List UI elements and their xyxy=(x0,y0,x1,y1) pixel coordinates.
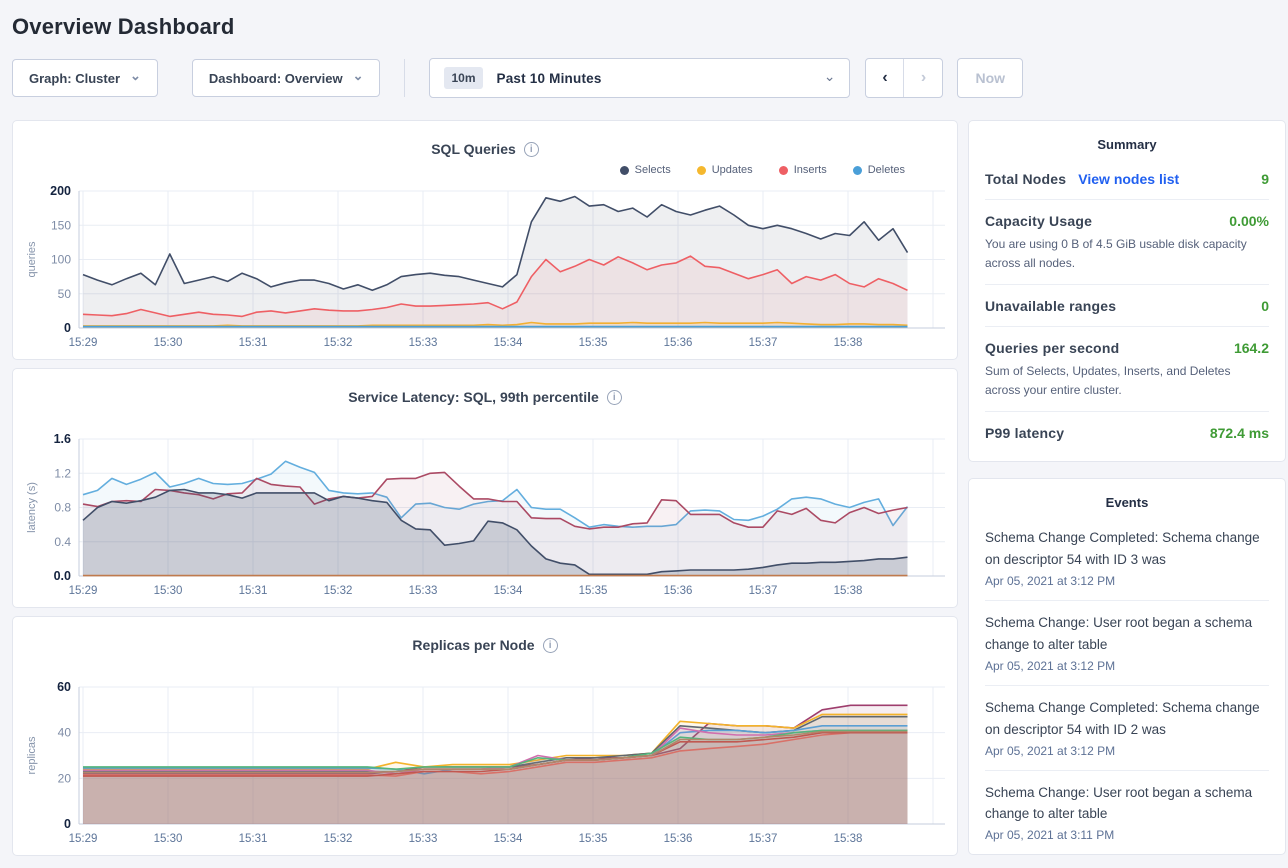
legend-label: Selects xyxy=(634,164,671,176)
summary-row xyxy=(985,158,1269,200)
svg-text:replicas: replicas xyxy=(26,736,38,775)
svg-text:0: 0 xyxy=(64,817,71,831)
event-item[interactable] xyxy=(985,601,1269,686)
event-item[interactable] xyxy=(985,516,1269,601)
svg-text:15:31: 15:31 xyxy=(238,833,268,845)
charts-column xyxy=(12,120,958,864)
svg-text:15:32: 15:32 xyxy=(323,833,353,845)
svg-text:15:31: 15:31 xyxy=(238,337,268,349)
event-text: Schema Change: User root began a schema change to alter table xyxy=(985,784,1253,822)
chart-legend xyxy=(13,655,957,677)
summary-card xyxy=(968,120,1286,462)
chart-title: SQL Queries xyxy=(431,141,516,157)
svg-text:40: 40 xyxy=(57,725,71,740)
summary-row xyxy=(985,200,1269,285)
svg-text:15:32: 15:32 xyxy=(323,337,353,349)
summary-label: Unavailable ranges xyxy=(985,298,1117,315)
time-nav-group xyxy=(865,58,943,98)
legend-item-selects[interactable] xyxy=(620,164,671,176)
svg-text:15:37: 15:37 xyxy=(748,585,778,597)
svg-text:0: 0 xyxy=(64,321,71,335)
legend-dot xyxy=(779,166,788,175)
summary-label: Total Nodes xyxy=(985,171,1067,187)
dashboard-dropdown-label: Dashboard: Overview xyxy=(208,70,343,86)
chevron-down-icon: ⌄ xyxy=(823,67,836,84)
chart-card-2 xyxy=(12,616,958,856)
event-timestamp: Apr 05, 2021 at 3:12 PM xyxy=(985,574,1116,589)
svg-text:15:34: 15:34 xyxy=(493,585,523,597)
svg-text:15:38: 15:38 xyxy=(833,337,863,349)
summary-subtext: You are using 0 B of 4.5 GiB usable disk capacity across all nodes. xyxy=(985,237,1247,270)
summary-value: 0.00% xyxy=(1229,213,1269,229)
chart-card-1 xyxy=(12,368,958,608)
legend-label: Inserts xyxy=(793,164,827,176)
chart-title: Service Latency: SQL, 99th percentile xyxy=(348,389,599,405)
chart-legend xyxy=(13,407,957,429)
svg-text:100: 100 xyxy=(50,252,71,267)
time-range-label: Past 10 Minutes xyxy=(496,70,602,86)
event-timestamp: Apr 05, 2021 at 3:11 PM xyxy=(985,828,1115,843)
legend-label: Deletes xyxy=(867,164,905,176)
summary-row xyxy=(985,327,1269,412)
svg-text:15:35: 15:35 xyxy=(578,833,608,845)
legend-dot xyxy=(620,166,629,175)
svg-text:15:29: 15:29 xyxy=(68,585,98,597)
event-item[interactable] xyxy=(985,771,1269,855)
event-timestamp: Apr 05, 2021 at 3:12 PM xyxy=(985,743,1116,758)
svg-text:0.0: 0.0 xyxy=(53,569,71,583)
svg-text:15:37: 15:37 xyxy=(748,337,778,349)
svg-text:20: 20 xyxy=(57,771,71,786)
svg-text:15:30: 15:30 xyxy=(153,337,183,349)
time-prev-button[interactable] xyxy=(866,59,904,97)
info-icon[interactable]: i xyxy=(607,390,622,405)
event-item[interactable] xyxy=(985,686,1269,771)
graph-dropdown-label: Graph: Cluster xyxy=(29,70,121,86)
svg-text:200: 200 xyxy=(50,184,71,198)
time-range-badge: 10m xyxy=(444,67,482,89)
info-icon[interactable]: i xyxy=(524,142,539,157)
summary-value: 872.4 ms xyxy=(1209,425,1269,442)
svg-text:15:34: 15:34 xyxy=(493,337,523,349)
chart-plot-0[interactable] xyxy=(13,181,959,353)
chart-legend xyxy=(13,159,957,181)
summary-label: Capacity Usage xyxy=(985,213,1093,229)
svg-text:15:36: 15:36 xyxy=(663,337,693,349)
svg-text:15:32: 15:32 xyxy=(323,585,353,597)
svg-text:15:34: 15:34 xyxy=(493,833,523,845)
chart-card-0 xyxy=(12,120,958,360)
svg-text:15:33: 15:33 xyxy=(408,585,438,597)
summary-row xyxy=(985,412,1269,453)
summary-title: Summary xyxy=(1097,137,1157,152)
legend-label: Updates xyxy=(711,164,753,176)
svg-text:15:33: 15:33 xyxy=(408,833,438,845)
chart-title-row xyxy=(13,387,957,407)
svg-text:15:36: 15:36 xyxy=(663,833,693,845)
legend-dot xyxy=(697,166,706,175)
svg-text:15:36: 15:36 xyxy=(663,585,693,597)
svg-text:150: 150 xyxy=(50,218,71,233)
svg-text:15:30: 15:30 xyxy=(153,585,183,597)
svg-text:0.4: 0.4 xyxy=(54,534,71,549)
summary-label: Queries per second xyxy=(985,340,1120,357)
svg-text:15:31: 15:31 xyxy=(238,585,268,597)
dashboard-dropdown[interactable] xyxy=(192,59,381,97)
chart-plot-2[interactable] xyxy=(13,677,959,849)
now-button[interactable]: Now xyxy=(957,58,1023,98)
svg-text:15:35: 15:35 xyxy=(578,337,608,349)
legend-item-updates[interactable] xyxy=(697,164,753,176)
chart-title: Replicas per Node xyxy=(412,637,535,653)
event-text: Schema Change Completed: Schema change on descriptor 54 with ID 3 was xyxy=(985,530,1260,568)
svg-text:15:33: 15:33 xyxy=(408,337,438,349)
svg-text:0.8: 0.8 xyxy=(54,500,71,515)
svg-text:50: 50 xyxy=(57,286,71,301)
svg-text:15:38: 15:38 xyxy=(833,833,863,845)
svg-text:15:29: 15:29 xyxy=(68,833,98,845)
event-text: Schema Change: User root began a schema change to alter table xyxy=(985,615,1253,652)
time-range-picker[interactable] xyxy=(429,58,850,98)
svg-text:1.6: 1.6 xyxy=(53,432,71,446)
event-timestamp: Apr 05, 2021 at 3:12 PM xyxy=(985,658,1116,673)
sidebar xyxy=(968,120,1286,864)
summary-value: 164.2 xyxy=(1233,340,1269,357)
svg-text:queries: queries xyxy=(26,241,38,278)
svg-text:15:29: 15:29 xyxy=(68,337,98,349)
summary-row xyxy=(985,285,1269,327)
svg-text:15:35: 15:35 xyxy=(578,585,608,597)
legend-item-inserts[interactable] xyxy=(779,164,827,176)
event-text: Schema Change Completed: Schema change on descriptor 54 with ID 2 was xyxy=(985,699,1260,737)
svg-text:15:37: 15:37 xyxy=(748,833,778,845)
page-title: Overview Dashboard xyxy=(12,14,235,39)
summary-value: 0 xyxy=(1261,298,1269,315)
svg-text:1.2: 1.2 xyxy=(54,466,71,481)
events-title: Events xyxy=(1105,495,1149,511)
summary-value: 9 xyxy=(1261,171,1269,187)
svg-text:15:38: 15:38 xyxy=(833,585,863,597)
chart-title-row xyxy=(13,139,957,159)
legend-dot xyxy=(853,166,862,175)
info-icon[interactable]: i xyxy=(543,638,558,653)
toolbar-divider xyxy=(404,59,405,97)
svg-text:60: 60 xyxy=(57,680,71,694)
view-nodes-list-link[interactable]: View nodes list xyxy=(1078,171,1180,187)
legend-item-deletes[interactable] xyxy=(853,164,905,176)
svg-text:latency (s): latency (s) xyxy=(26,482,38,533)
summary-subtext: Sum of Selects, Updates, Inserts, and Deletes across your entire cluster. xyxy=(985,364,1231,397)
events-card xyxy=(968,478,1286,855)
time-next-button[interactable] xyxy=(904,59,942,97)
summary-label: P99 latency xyxy=(985,425,1065,442)
chart-title-row xyxy=(13,635,957,655)
chart-plot-1[interactable] xyxy=(13,429,959,601)
chevron-right-icon: › xyxy=(920,69,927,86)
graph-dropdown[interactable] xyxy=(12,59,158,97)
chevron-left-icon: ‹ xyxy=(882,69,888,86)
svg-text:15:30: 15:30 xyxy=(153,833,183,845)
chevron-down-icon: ⌄ xyxy=(130,68,141,83)
toolbar xyxy=(12,58,1286,98)
chevron-down-icon: ⌄ xyxy=(352,68,364,83)
